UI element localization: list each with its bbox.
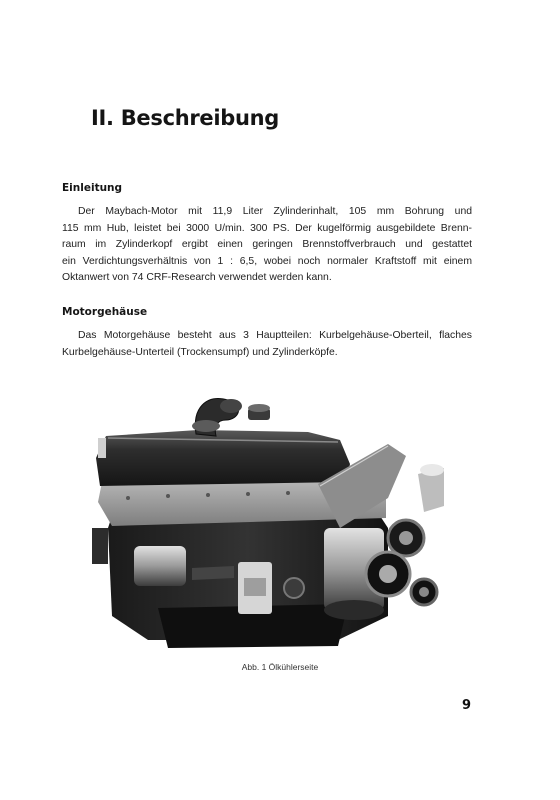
paragraph-line: ein Verdichtungsverhältnis von 1 : 6,5, wobei noch normaler Kraftstoff mit einem	[62, 255, 472, 267]
paragraph-line: Der Maybach-Motor mit 11,9 Liter Zylinderinhalt, 105 mm Bohrung und	[78, 206, 472, 217]
figure-caption: Abb. 1 Ölkühlerseite	[241, 662, 319, 672]
chapter-title: II. Beschreibung	[91, 106, 280, 130]
paragraph-line: 115 mm Hub, leistet bei 3000 U/min. 300 PS. Der kugelförmig ausgebildete Brenn-	[62, 222, 472, 234]
page-number: 9	[462, 698, 472, 713]
einleitung-paragraph	[62, 204, 472, 287]
paragraph-line: Kurbelgehäuse-Unterteil (Trockensumpf) und Zylinderköpfe.	[62, 346, 338, 358]
paragraph-line: Oktanwert von 74 CRF-Research verwendet werden kann.	[62, 272, 332, 283]
engine-photo	[88, 378, 450, 654]
paragraph-line: Das Motorgehäuse besteht aus 3 Hauptteilen: Kurbelgehäuse-Oberteil, flaches	[78, 330, 472, 341]
section-heading-einleitung: Einleitung	[62, 182, 123, 194]
motorgehaeuse-paragraph	[62, 328, 472, 361]
section-heading-motorgehaeuse: Motorgehäuse	[62, 306, 148, 318]
paragraph-line: raum im Zylinderkopf ergibt einen geringen Brennstoffverbrauch und gestattet	[62, 239, 472, 250]
